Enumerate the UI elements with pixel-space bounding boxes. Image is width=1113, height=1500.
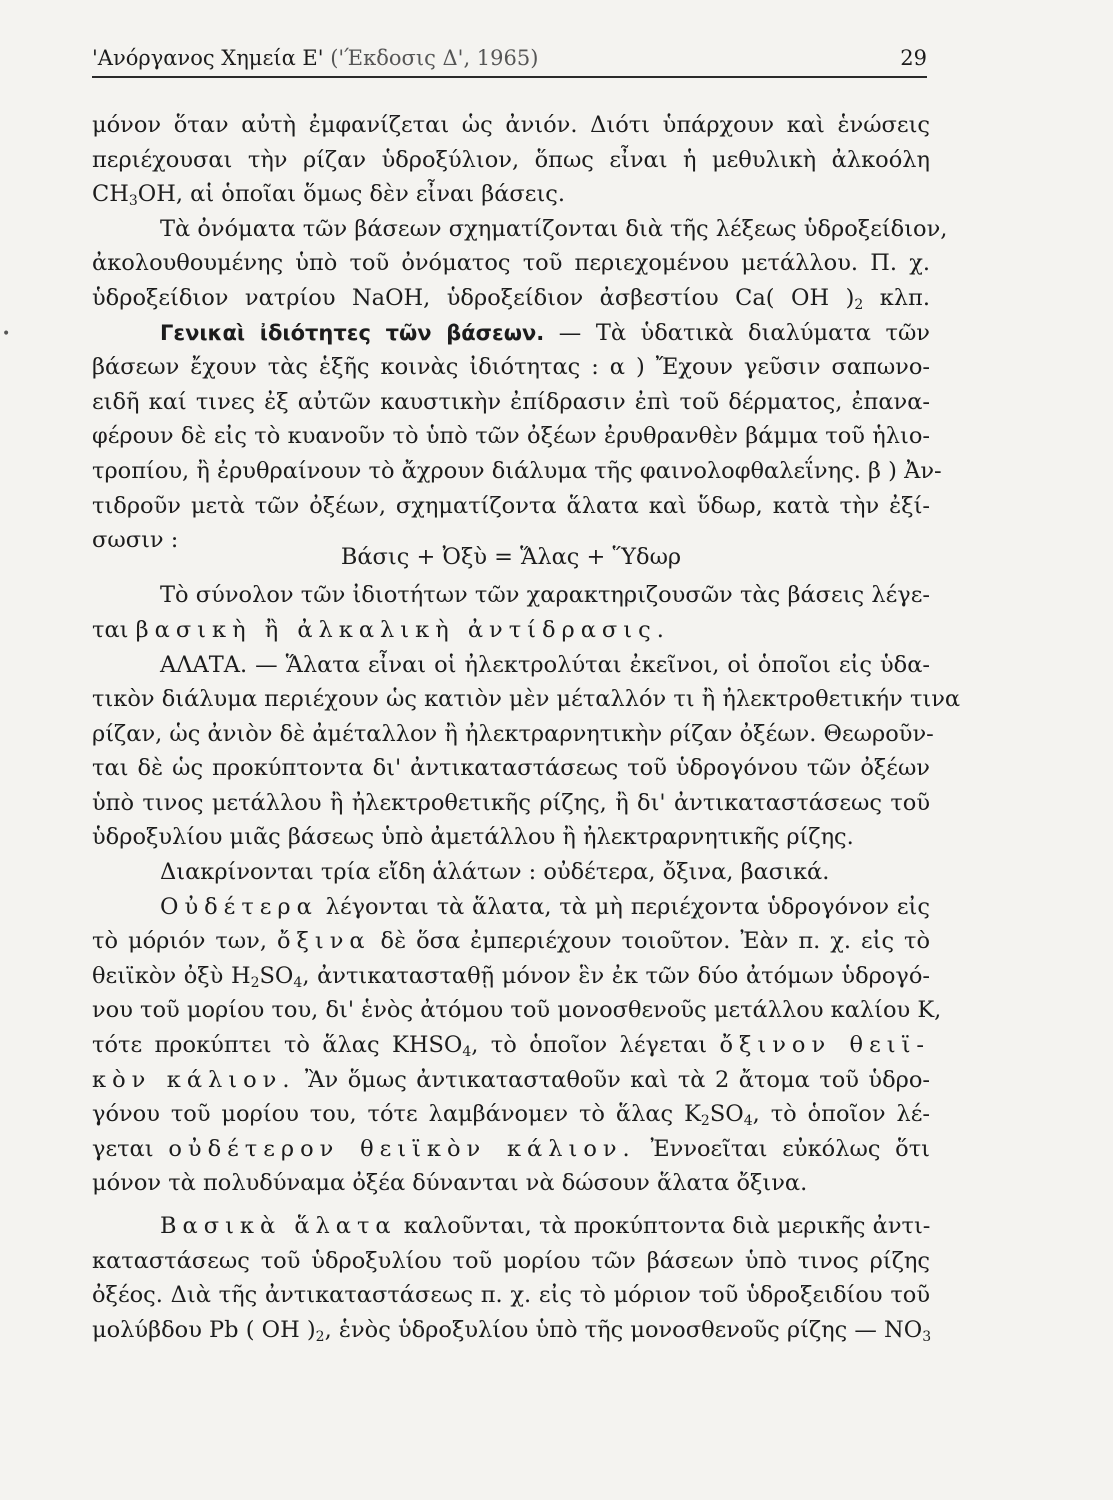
text-line: σωσιν : [92,527,179,554]
text-part: Ἐννοεῖται εὐκόλως ὅτι [635,1135,930,1162]
text-line: μόνον τὰ πολυδύναμα ὀξέα δύνανται νὰ δώσουν ἅλατα ὄξινα. [92,1170,808,1197]
text-line: ὀξέος. Διὰ τῆς ἀντικαταστάσεως π. χ. εἰς τὸ μόριον τοῦ ὑδροξειδίου τοῦ [92,1282,930,1309]
text-line: φέρουν δὲ εἰς τὸ κυανοῦν τὸ ὑπὸ τῶν ὀξέων ἐρυθρανθὲν βάμμα τοῦ ἡλιο- [92,423,930,450]
spaced-term: οὐδέτερον θειϊκὸν κάλιον. [168,1135,636,1162]
spaced-term: ὄξινον θειϊ- [719,1032,930,1059]
text-part: τὸ μόριόν των, [92,928,277,955]
text-line: ρίζαν, ὡς ἀνιὸν δὲ ἀμέταλλον ἢ ἠλεκτραρνητικὴν ρίζαν ὀξέων. Θεωροῦν- [92,720,934,747]
text-part: καλοῦνται, τὰ προκύπτοντα διὰ μερικῆς ἀντι- [396,1213,931,1239]
spaced-term: ὄξινα [276,928,371,955]
text-part: OH, αἱ ὁποῖαι ὅμως δὲν εἶναι βάσεις. [137,181,566,208]
section-heading-line [92,316,930,351]
text-line: ειδῆ καί τινες ἐξ αὐτῶν καυστικὴν ἐπίδρασιν ἐπὶ τοῦ δέρματος, ἐπανα- [92,388,930,415]
subscript: 2 [854,296,864,313]
spaced-term: Οὐδέτερα [160,893,318,920]
section-heading: Γενικαὶ ἰδιότητες τῶν βάσεων. [160,320,545,345]
running-header [92,42,927,78]
subscript: 3 [128,193,138,210]
spaced-term: κὸν κάλιον. [92,1066,296,1093]
text-line [92,1132,930,1167]
spaced-term: βασικὴ ἢ ἀλκαλικὴ ἀντίδρασις. [135,616,670,643]
text-line [92,924,930,959]
text-line [92,1028,930,1063]
text-line [92,613,930,648]
text-line: τροπίου, ἢ ἐρυθραίνουν τὸ ἄχρουν διάλυμα τῆς φαινολοφθαλεΐνης. β ) Ἀν- [92,457,942,484]
text-line: μόνον ὅταν αὐτὴ ἐμφανίζεται ὡς ἀνιόν. Διότι ὑπάρχουν καὶ ἑνώσεις [92,112,930,138]
text-line: βάσεων ἔχουν τὰς ἑξῆς κοινὰς ἰδιότητας : α ) Ἔχουν γεῦσιν σαπωνο- [92,354,930,381]
equation: Βάσις + Ὀξὺ = Ἅλας + Ὕδωρ [340,543,682,570]
text-line: νου τοῦ μορίου του, δι' ἑνὸς ἀτόμου τοῦ μονοσθενοῦς μετάλλου καλίου K, [92,997,942,1024]
text-part: , τὸ ὁποῖον λέ- [752,1101,930,1128]
subscript: 4 [743,1113,753,1130]
text-part: θειϊκὸν ὀξὺ H [92,962,251,989]
text-line: Διακρίνονται τρία εἴδη ἁλάτων : οὐδέτερα, ὄξινα, βασικά. [160,859,830,886]
text-line: καταστάσεως τοῦ ὑδροξυλίου τοῦ μορίου τῶν βάσεων ὑπὸ τινος ρίζης [92,1247,930,1274]
text-part: δὲ ὅσα ἐμπεριέχουν τοιοῦτον. Ἐὰν π. χ. εἰς τὸ [370,928,930,955]
text-line: ται δὲ ὡς προκύπτοντα δι' ἀντικαταστάσεως τοῦ ὑδρογόνου τῶν ὀξέων [92,755,930,782]
header-title [92,46,538,70]
text-line [92,177,930,212]
section-heading-line: ΑΛΑΤΑ. — Ἅλατα εἶναι οἱ ἠλεκτρολύται ἐκεῖνοι, οἱ ὁποῖοι εἰς ὑδα- [160,651,930,678]
subscript: 2 [700,1113,710,1130]
text-line [92,1097,930,1132]
text-part: γεται [92,1135,169,1162]
text-part: γόνου τοῦ μορίου του, τότε λαμβάνομεν τὸ ἅλας K [92,1101,701,1128]
text-part: SO [259,962,294,989]
text-line [92,1313,930,1348]
subscript: 2 [315,1328,325,1345]
spaced-term: Βασικὰ ἅλατα [160,1213,397,1239]
text-part: Ἂν ὅμως ἀντικατασταθοῦν καὶ τὰ 2 ἄτομα τοῦ ὑδρο- [295,1066,931,1093]
text-part: ὑδροξείδιον νατρίου NaOH, ὑδροξείδιον ἀσβεστίου Ca( OH ) [92,284,855,311]
text-part: , ἑνὸς ὑδροξυλίου ὑπὸ τῆς μονοσθενοῦς ρίζης — NO [324,1316,923,1343]
text-part: ται [92,616,136,643]
text-part: — Τὰ ὑδατικὰ διαλύματα τῶν [544,319,930,346]
text-part: SO [709,1101,744,1128]
text-line [92,1209,930,1244]
formula-part: CH [92,181,129,208]
text-part: κλπ. [863,284,930,311]
text-part: μολύβδου Pb ( OH ) [92,1316,316,1343]
subscript: 4 [293,974,303,991]
subscript: 3 [922,1328,932,1345]
text-line: τιδροῦν μετὰ τῶν ὀξέων, σχηματίζοντα ἅλατα καὶ ὕδωρ, κατὰ τὴν ἐξί- [92,492,930,519]
text-line: Τὰ ὀνόματα τῶν βάσεων σχηματίζονται διὰ τῆς λέξεως ὑδροξείδιον, [160,215,948,242]
text-line: ἀκολουθουμένης ὑπὸ τοῦ ὀνόματος τοῦ περιεχομένου μετάλλου. Π. χ. [92,250,930,277]
text-part: τότε προκύπτει τὸ ἅλας KHSO [92,1032,463,1059]
page-body [92,108,961,1347]
text-line: ὑδροξυλίου μιᾶς βάσεως ὑπὸ ἀμετάλλου ἢ ἠλεκτραρνητικῆς ρίζης. [92,824,854,851]
book-title: 'Ανόργανος Χημεία Ε' [92,46,324,70]
text-part: , ἀντικατασταθῇ μόνον ἓν ἐκ τῶν δύο ἀτόμων ὑδρογό- [302,962,930,989]
text-line: περιέχουσαι τὴν ρίζαν ὑδροξύλιον, ὅπως εἶναι ἡ μεθυλικὴ ἀλκοόλη [92,146,930,173]
text-line [92,890,930,925]
text-part: λέγονται τὰ ἅλατα, τὰ μὴ περιέχοντα ὑδρογόνον εἰς [317,893,930,920]
edition-note: ('Έκδοσις Δ', 1965) [330,46,539,70]
margin-dot: • [2,326,11,342]
text-line [92,1063,930,1098]
page-number: 29 [900,46,927,70]
text-line: Τὸ σύνολον τῶν ἰδιοτήτων τῶν χαρακτηριζουσῶν τὰς βάσεις λέγε- [160,582,930,609]
subscript: 4 [462,1044,472,1061]
subscript: 2 [250,974,260,991]
text-part: , τὸ ὁποῖον λέγεται [471,1032,720,1059]
text-line [92,281,930,316]
text-line: τικὸν διάλυμα περιέχουν ὡς κατιὸν μὲν μέταλλόν τι ἢ ἠλεκτροθετικήν τινα [92,686,961,713]
text-line [92,959,930,994]
text-line: ὑπὸ τινος μετάλλου ἢ ἠλεκτροθετικῆς ρίζης, ἢ δι' ἀντικαταστάσεως τοῦ [92,789,930,816]
